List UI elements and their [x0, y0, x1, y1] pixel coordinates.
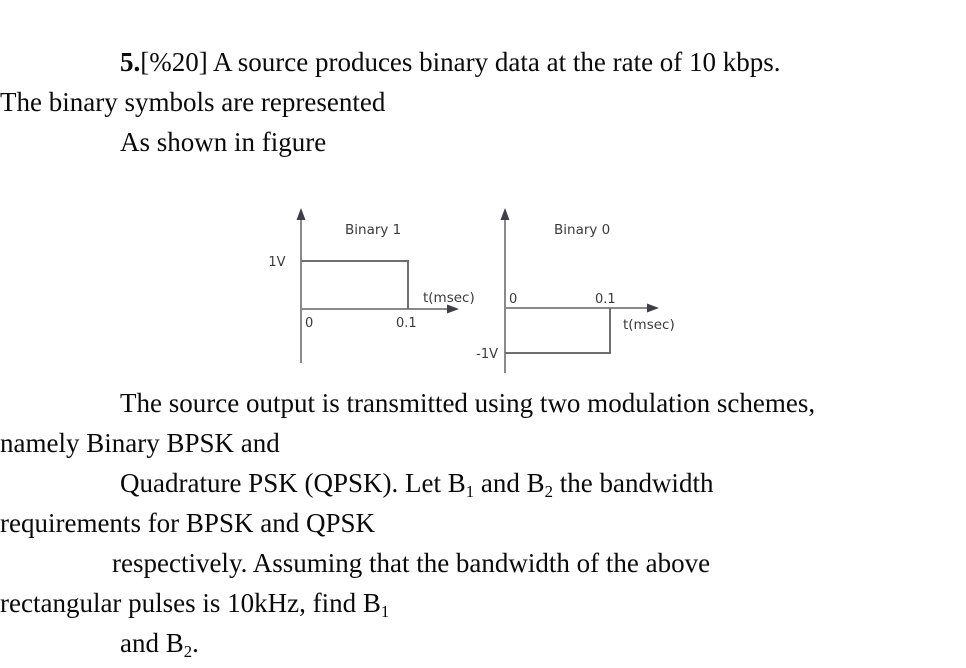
para2-line-7-text: and B — [120, 628, 184, 658]
para2-line-7-period: . — [192, 628, 199, 658]
b-subscript-2: 2 — [544, 482, 553, 502]
para2-line-6-text: rectangular pulses is 10kHz, find B — [0, 588, 381, 618]
question-paragraph-2 — [0, 383, 966, 663]
b-subscript-find-1: 1 — [380, 602, 390, 622]
left-plot-title: Binary 1 — [345, 222, 402, 238]
left-plot-pulse-waveform — [301, 261, 408, 309]
right-plot-title: Binary 0 — [554, 222, 611, 238]
para2-line-1-text: The source output is transmitted using two modulation schemes, — [120, 388, 816, 418]
left-plot-group — [268, 208, 474, 363]
para2-line-5-text: respectively. Assuming that the bandwidth of the above — [112, 548, 711, 578]
binary-pulse-figure — [250, 195, 710, 385]
right-plot-x-end-label: 0.1 — [595, 292, 616, 307]
left-plot-x-origin-label: 0 — [305, 316, 314, 331]
question-line-2-text: The binary symbols are represented — [0, 87, 386, 117]
left-plot-y-label: 1V — [268, 255, 286, 270]
left-plot-y-axis-arrow-icon — [297, 208, 306, 220]
para2-line-3-text-a: Quadrature PSK (QPSK). Let B — [120, 468, 466, 498]
question-line-3-text: As shown in figure — [120, 127, 327, 157]
para2-line-2-text: namely Binary BPSK and — [0, 428, 280, 458]
right-plot-group — [476, 208, 675, 373]
left-plot-x-axis-label: t(msec) — [423, 290, 475, 306]
question-paragraph-1 — [0, 42, 966, 162]
right-plot-x-axis-label: t(msec) — [623, 317, 675, 333]
right-plot-x-axis-arrow-icon — [647, 304, 659, 313]
right-plot-y-label: -1V — [476, 347, 498, 362]
right-plot-y-axis-arrow-icon — [501, 208, 510, 220]
pulse-waveform-svg — [250, 195, 710, 385]
para2-line-4-text: requirements for BPSK and QPSK — [0, 508, 375, 538]
question-number: 5. — [120, 47, 141, 77]
right-plot-x-origin-label: 0 — [509, 292, 518, 307]
para2-line-3-text-c: the bandwidth — [552, 468, 714, 498]
question-line-1-text: [%20] A source produces binary data at the rate of 10 kbps. — [140, 47, 781, 77]
b-subscript-find-2: 2 — [183, 642, 193, 662]
para2-line-3-text-b: and B — [474, 468, 545, 498]
b-subscript-1: 1 — [465, 482, 475, 502]
left-plot-x-end-label: 0.1 — [396, 316, 417, 331]
right-plot-pulse-waveform — [505, 308, 610, 353]
